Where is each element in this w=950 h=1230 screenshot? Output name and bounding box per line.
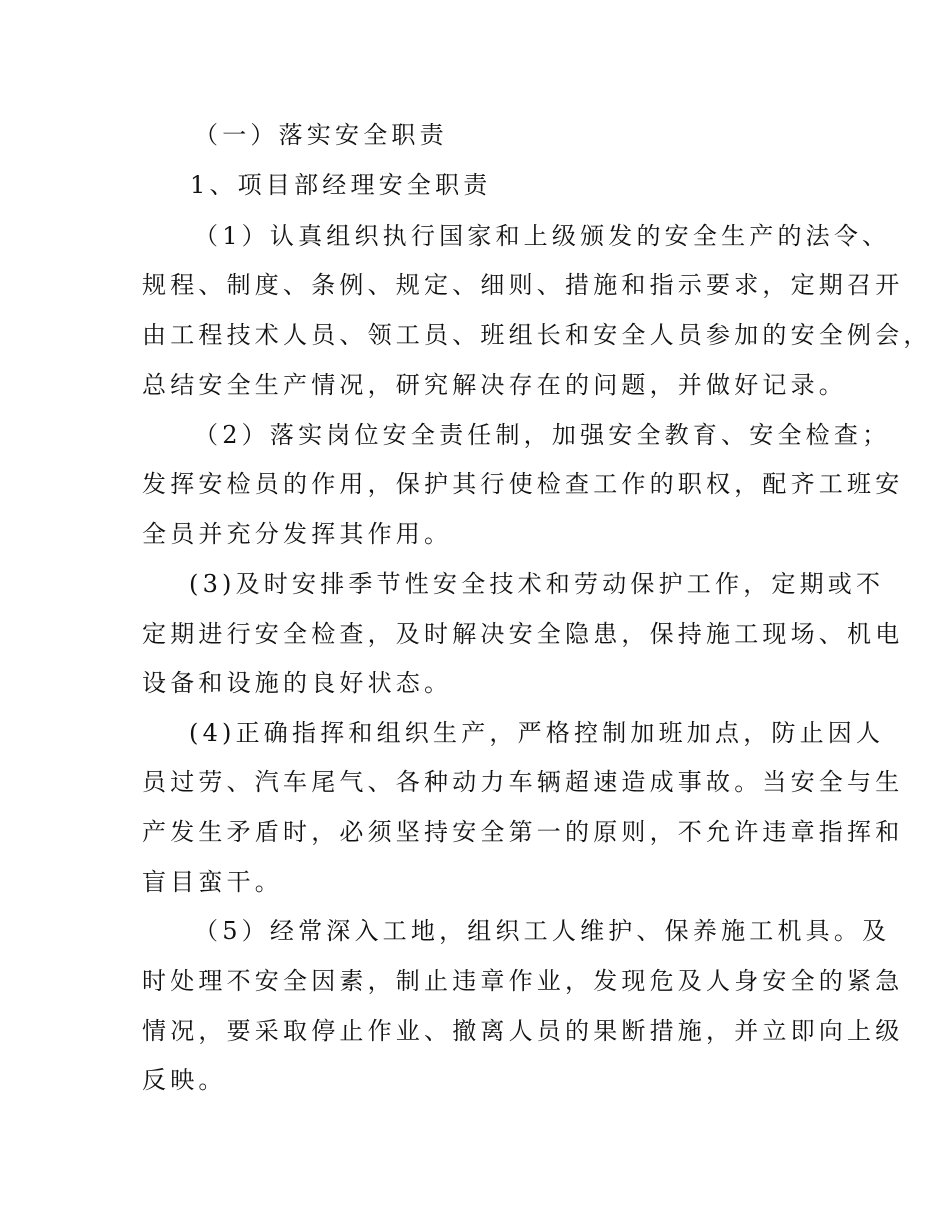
paragraph-4-line-1: (4)正确指挥和组织生产，严格控制加班加点，防止因人: [189, 719, 885, 747]
paragraph-1-line-3: 由工程技术人员、领工员、班组长和安全人员参加的安全例会，: [142, 321, 932, 349]
paragraph-4-line-4: 盲目蛮干。: [142, 868, 283, 896]
paragraph-5-line-2: 时处理不安全因素，制止违章作业，发现危及人身安全的紧急: [142, 967, 904, 995]
subsection-heading: 1、项目部经理安全职责: [190, 171, 492, 199]
section-heading: （一）落实安全职责: [194, 121, 448, 149]
paragraph-2-line-3: 全员并充分发挥其作用。: [142, 520, 453, 548]
paragraph-3-line-2: 定期进行安全检查，及时解决安全隐患，保持施工现场、机电: [142, 620, 904, 648]
paragraph-4-line-2: 员过劳、汽车尾气、各种动力车辆超速造成事故。当安全与生: [142, 768, 904, 796]
paragraph-1-line-4: 总结安全生产情况，研究解决存在的问题，并做好记录。: [142, 371, 847, 399]
paragraph-5-line-4: 反映。: [142, 1066, 227, 1094]
paragraph-2-line-2: 发挥安检员的作用，保护其行使检查工作的职权，配齐工班安: [142, 470, 904, 498]
paragraph-4-line-3: 产发生矛盾时，必须坚持安全第一的原则，不允许违章指挥和: [142, 818, 904, 846]
paragraph-5-line-3: 情况，要采取停止作业、撤离人员的果断措施，并立即向上级: [142, 1017, 904, 1045]
paragraph-3-line-1: (3)及时安排季节性安全技术和劳动保护工作，定期或不: [189, 570, 885, 598]
paragraph-3-line-3: 设备和设施的良好状态。: [142, 669, 453, 697]
paragraph-1-line-1: （1）认真组织执行国家和上级颁发的安全生产的法令、: [194, 222, 891, 250]
paragraph-5-line-1: （5）经常深入工地，组织工人维护、保养施工机具。及: [194, 917, 891, 945]
paragraph-2-line-1: （2）落实岗位安全责任制，加强安全教育、安全检查；: [194, 421, 891, 449]
paragraph-1-line-2: 规程、制度、条例、规定、细则、措施和指示要求，定期召开: [142, 271, 904, 299]
